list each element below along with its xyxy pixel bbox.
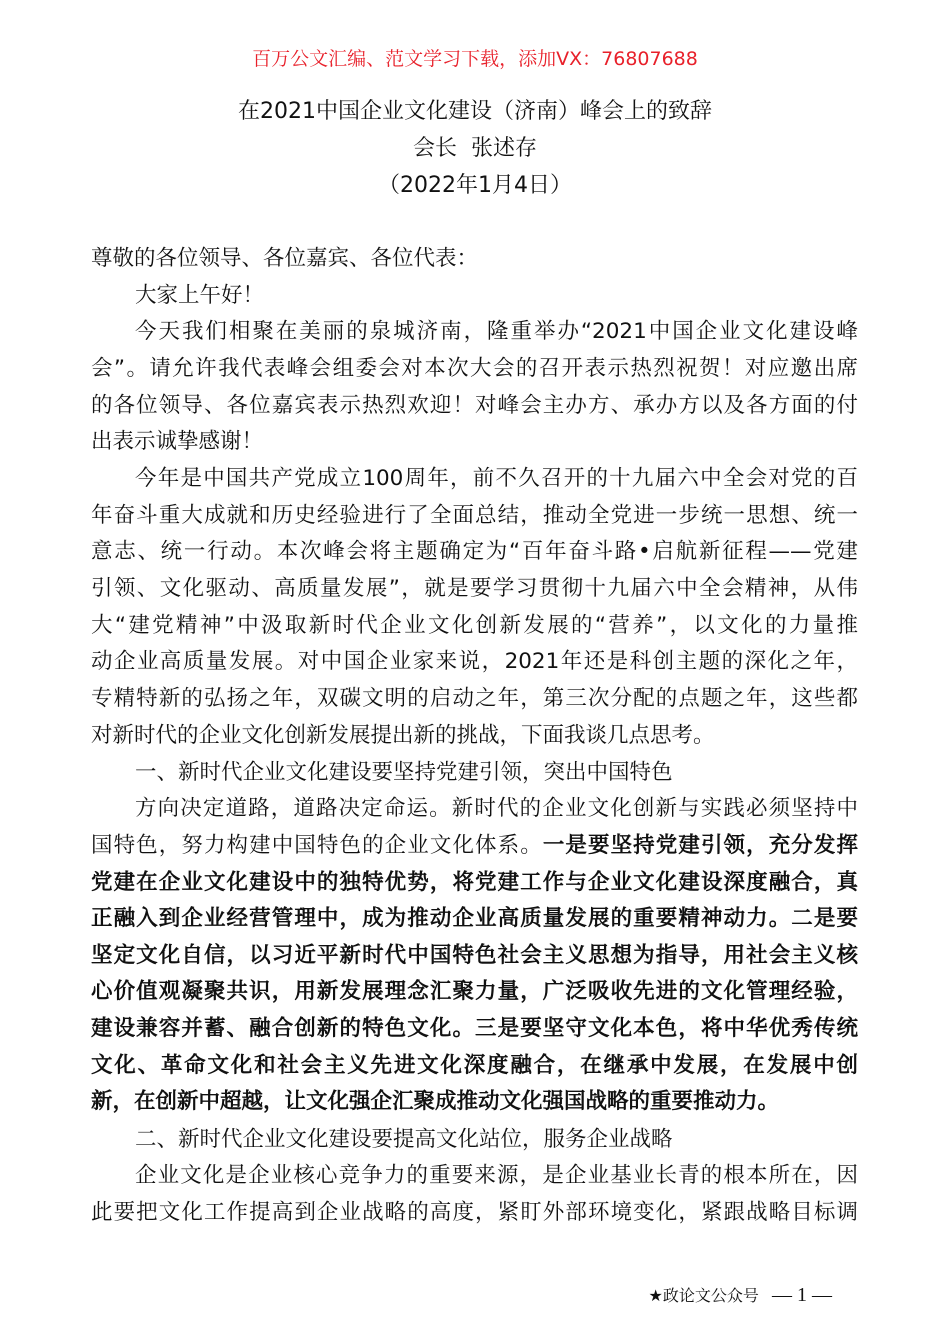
- text-segment: 年奋斗重大成就和历史经验进行了全面总结，推动全党进一步统一思想、统一: [91, 503, 858, 528]
- text-line: [91, 1200, 858, 1226]
- text-line: [91, 649, 858, 675]
- text-segment: 的各位领导、各位嘉宾表示热烈欢迎！对峰会主办方、承办方以及各方面的付: [91, 393, 858, 418]
- text-line: [91, 356, 858, 382]
- text-segment: 一、新时代企业文化建设要坚持党建引领，突出中国特色: [135, 760, 673, 785]
- text-line: [91, 1089, 858, 1115]
- text-line: [91, 1163, 858, 1189]
- date-line: （2022年1月4日）: [378, 173, 572, 198]
- text-segment: 企业文化是企业核心竞争力的重要来源，是企业基业长青的根本所在，因: [135, 1163, 858, 1188]
- text-line: [91, 613, 858, 639]
- text-segment: 动企业高质量发展。对中国企业家来说，2021年还是科创主题的深化之年，: [91, 649, 858, 674]
- bold-text: 坚定文化自信，以习近平新时代中国特色社会主义思想为指导，用社会主义核: [91, 943, 858, 968]
- bold-text: 一是要坚持党建引领，充分发挥: [542, 833, 858, 858]
- bold-text: 文化、革命文化和社会主义先进文化深度融合，在继承中发展，在发展中创: [91, 1053, 858, 1078]
- text-line: [91, 1016, 858, 1042]
- text-line: [91, 1127, 858, 1153]
- text-line: [91, 796, 858, 822]
- footer-source: ★政论文公众号: [648, 1286, 759, 1305]
- text-line: [91, 979, 858, 1005]
- text-segment: 大“建党精神”中汲取新时代企业文化创新发展的“营养”，以文化的力量推: [91, 613, 858, 638]
- text-segment: 今天我们相聚在美丽的泉城济南，隆重举办“2021中国企业文化建设峰: [135, 319, 858, 344]
- text-line: [91, 246, 858, 272]
- text-line: [91, 686, 858, 712]
- text-segment: 意志、统一行动。本次峰会将主题确定为“百年奋斗路•启航新征程——党建: [91, 539, 858, 564]
- text-segment: 引领、文化驱动、高质量发展”，就是要学习贯彻十九届六中全会精神，从伟: [91, 576, 858, 601]
- text-segment: 大家上午好！: [135, 283, 265, 308]
- page-footer: [649, 1284, 832, 1307]
- document-title: 在2021中国企业文化建设（济南）峰会上的致辞: [238, 99, 712, 124]
- watermark-banner: 百万公文汇编、范文学习下载，添加VX：76807688: [252, 48, 698, 70]
- text-segment: 今年是中国共产党成立100周年，前不久召开的十九届六中全会对党的百: [135, 466, 858, 491]
- text-line: [91, 283, 858, 309]
- text-line: [91, 833, 858, 859]
- bold-text: 建设兼容并蓄、融合创新的特色文化。三是要坚守文化本色，将中华优秀传统: [91, 1016, 858, 1041]
- text-segment: 出表示诚挚感谢！: [91, 429, 264, 454]
- text-line: [91, 723, 858, 749]
- text-line: [91, 539, 858, 565]
- text-line: [91, 943, 858, 969]
- text-line: [91, 393, 858, 419]
- text-segment: 尊敬的各位领导、各位嘉宾、各位代表：: [91, 246, 479, 271]
- bold-text: 正融入到企业经营管理中，成为推动企业高质量发展的重要精神动力。二是要: [91, 906, 858, 931]
- text-segment: 会”。请允许我代表峰会组委会对本次大会的召开表示热烈祝贺！对应邀出席: [91, 356, 858, 381]
- text-segment: 对新时代的企业文化创新发展提出新的挑战，下面我谈几点思考。: [91, 723, 715, 748]
- bold-text: 心价值观凝聚共识，用新发展理念汇聚力量，广泛吸收先进的文化管理经验，: [91, 979, 858, 1004]
- bold-text: 新，在创新中超越，让文化强企汇聚成推动文化强国战略的重要推动力。: [91, 1089, 780, 1114]
- text-line: [91, 906, 858, 932]
- text-line: [91, 1053, 858, 1079]
- text-line: [91, 870, 858, 896]
- text-line: [91, 466, 858, 492]
- text-segment: 此要把文化工作提高到企业战略的高度，紧盯外部环境变化，紧跟战略目标调: [91, 1200, 858, 1225]
- bold-text: 党建在企业文化建设中的独特优势，将党建工作与企业文化建设深度融合，真: [91, 870, 858, 895]
- text-segment: 方向决定道路，道路决定命运。新时代的企业文化创新与实践必须坚持中: [135, 796, 858, 821]
- text-line: [91, 576, 858, 602]
- text-line: [91, 319, 858, 345]
- text-line: [91, 429, 858, 455]
- author-line: 会长 张述存: [413, 136, 537, 161]
- text-segment: 二、新时代企业文化建设要提高文化站位，服务企业战略: [135, 1127, 673, 1152]
- text-line: [91, 760, 858, 786]
- text-segment: 专精特新的弘扬之年，双碳文明的启动之年，第三次分配的点题之年，这些都: [91, 686, 858, 711]
- page-number: — 1 —: [772, 1284, 832, 1306]
- text-segment: 国特色，努力构建中国特色的企业文化体系。: [91, 833, 543, 858]
- text-line: [91, 503, 858, 529]
